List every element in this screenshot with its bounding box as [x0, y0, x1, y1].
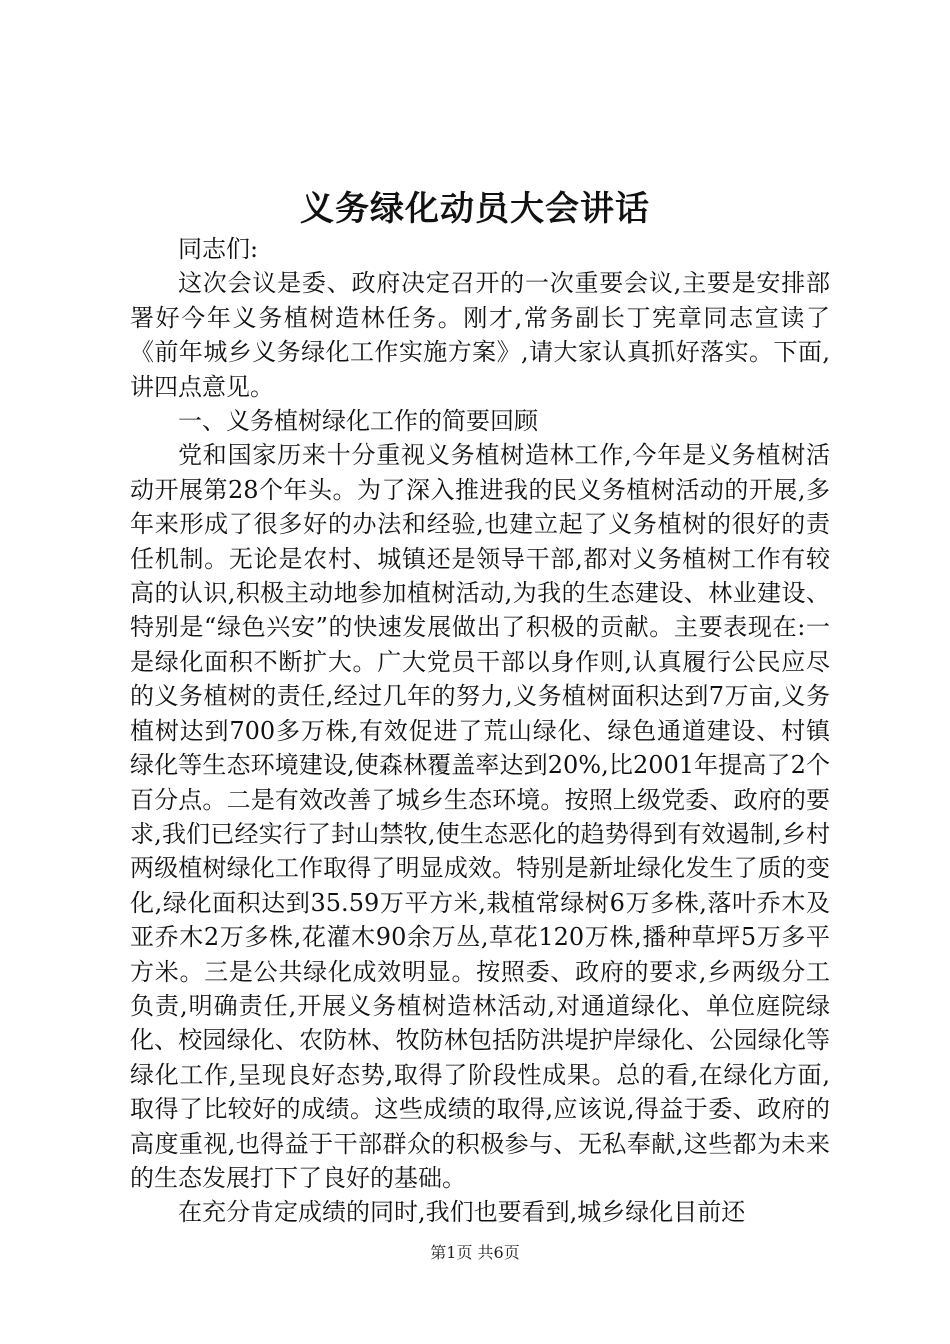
document-title: 义务绿化动员大会讲话: [300, 189, 650, 229]
paragraph-salutation: 同志们:: [178, 235, 259, 263]
document-body: [130, 232, 830, 1230]
paragraph-continuation: 在充分肯定成绩的同时,我们也要看到,城乡绿化目前还: [178, 1198, 746, 1227]
paragraph-review: 党和国家历来十分重视义务植树造林工作,今年是义务植树活动开展第28个年头。为了深入推进我的民义务植树活动的开展,多年来形成了很多好的办法和经验,也建立起了义务植树的很好的责任机制。无论是农村、城镇还是领导干部,都对义务植树工作有较高的认识,积极主动地参加植树活动,为我的生态建设、林业建设、特别是“绿色兴安”的快速发展做出了积极的贡献。主要表现在:一是绿化面积不断扩大。广大党员干部以身作则,认真履行公民应尽的义务植树的责任,经过几年的努力,义务植树面积达到7万亩,义务植树达到700多万株,有效促进了荒山绿化、绿色通道建设、村镇绿化等生态环境建设,使森林覆盖率达到20%,比2001年提高了2个百分点。二是有效改善了城乡生态环境。按照上级党委、政府的要求,我们已经实行了封山禁牧,使生态恶化的趋势得到有效遏制,乡村两级植树绿化工作取得了明显成效。特别是新址绿化发生了质的变化,绿化面积达到35.59万平方米,栽植常绿树6万多株,落叶乔木及亚乔木2万多株,花灌木90余万丛,草花120万株,播种草坪5万多平方米。三是公共绿化成效明显。按照委、政府的要求,乡两级分工负责,明确责任,开展义务植树造林活动,对通道绿化、单位庭院绿化、校园绿化、农防林、牧防林包括防洪堤护岸绿化、公园绿化等绿化工作,呈现良好态势,取得了阶段性成果。总的看,在绿化方面,取得了比较好的成绩。这些成绩的取得,应该说,得益于委、政府的高度重视,也得益于干部群众的积极参与、无私奉献,这些都为未来的生态发展打下了良好的基础。: [130, 441, 830, 1192]
section-heading: 一、义务植树绿化工作的简要回顾: [178, 407, 538, 436]
paragraph-intro: 这次会议是委、政府决定召开的一次重要会议,主要是安排部署好今年义务植树造林任务。刚才,常务副长丁宪章同志宣读了《前年城乡义务绿化工作实施方案》,请大家认真抓好落实。下面,讲四点意见。: [130, 269, 830, 401]
page-number-footer: 第1页 共6页: [430, 1243, 520, 1262]
